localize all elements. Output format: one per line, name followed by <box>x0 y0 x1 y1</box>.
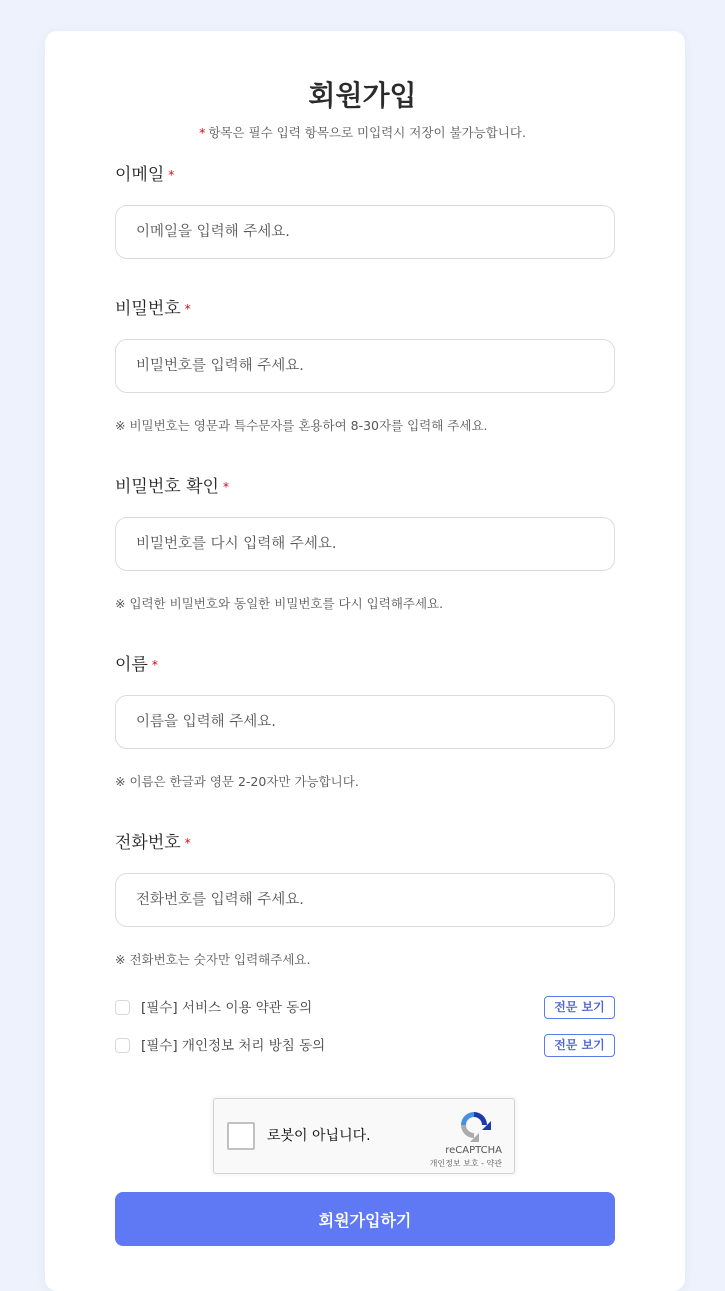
email-input[interactable] <box>115 205 615 259</box>
privacy-view-button[interactable]: 전문 보기 <box>544 1034 615 1057</box>
phone-hint: ※ 전화번호는 숫자만 입력해주세요. <box>115 952 311 967</box>
password-confirm-label <box>115 475 229 499</box>
recaptcha-links[interactable]: 개인정보 보호 - 약관 <box>429 1159 502 1168</box>
name-input[interactable] <box>115 695 615 749</box>
password-confirm-input[interactable] <box>115 517 615 571</box>
name-hint: ※ 이름은 한글과 영문 2-20자만 가능합니다. <box>115 774 359 789</box>
recaptcha-checkbox[interactable] <box>227 1122 255 1150</box>
password-label <box>115 297 191 321</box>
phone-input[interactable] <box>115 873 615 927</box>
password-confirm-label-text: 비밀번호 확인 <box>115 477 219 497</box>
recaptcha-widget <box>213 1098 515 1174</box>
password-confirm-hint: ※ 입력한 비밀번호와 동일한 비밀번호를 다시 입력해주세요. <box>115 596 444 611</box>
email-label <box>115 163 174 187</box>
recaptcha-logo-icon <box>457 1108 491 1142</box>
required-mark: * <box>222 480 229 494</box>
password-label-text: 비밀번호 <box>115 299 181 319</box>
phone-label <box>115 831 191 855</box>
privacy-agreement-row <box>115 1034 615 1058</box>
privacy-checkbox[interactable] <box>115 1038 130 1053</box>
required-mark: * <box>168 168 175 182</box>
email-label-text: 이메일 <box>115 165 165 185</box>
phone-label-text: 전화번호 <box>115 833 181 853</box>
terms-checkbox[interactable] <box>115 1000 130 1015</box>
password-input[interactable] <box>115 339 615 393</box>
terms-agreement-row <box>115 996 615 1020</box>
privacy-label[interactable]: [필수] 개인정보 처리 방침 동의 <box>141 1038 326 1054</box>
terms-view-button[interactable]: 전문 보기 <box>544 996 615 1019</box>
name-label <box>115 653 158 677</box>
required-notice-text: 항목은 필수 입력 항목으로 미입력시 저장이 불가능합니다. <box>208 125 526 140</box>
password-hint: ※ 비밀번호는 영문과 특수문자를 혼용하여 8-30자를 입력해 주세요. <box>115 418 488 433</box>
required-mark: * <box>199 125 206 140</box>
recaptcha-label: 로봇이 아닙니다. <box>267 1128 371 1144</box>
recaptcha-brand: reCAPTCHA <box>445 1145 502 1156</box>
required-mark: * <box>184 836 191 850</box>
required-mark: * <box>184 302 191 316</box>
signup-submit-button[interactable]: 회원가입하기 <box>115 1192 615 1246</box>
name-label-text: 이름 <box>115 655 148 675</box>
terms-label[interactable]: [필수] 서비스 이용 약관 동의 <box>141 1000 313 1016</box>
required-notice <box>0 124 725 142</box>
page-title: 회원가입 <box>308 79 417 112</box>
required-mark: * <box>151 658 158 672</box>
